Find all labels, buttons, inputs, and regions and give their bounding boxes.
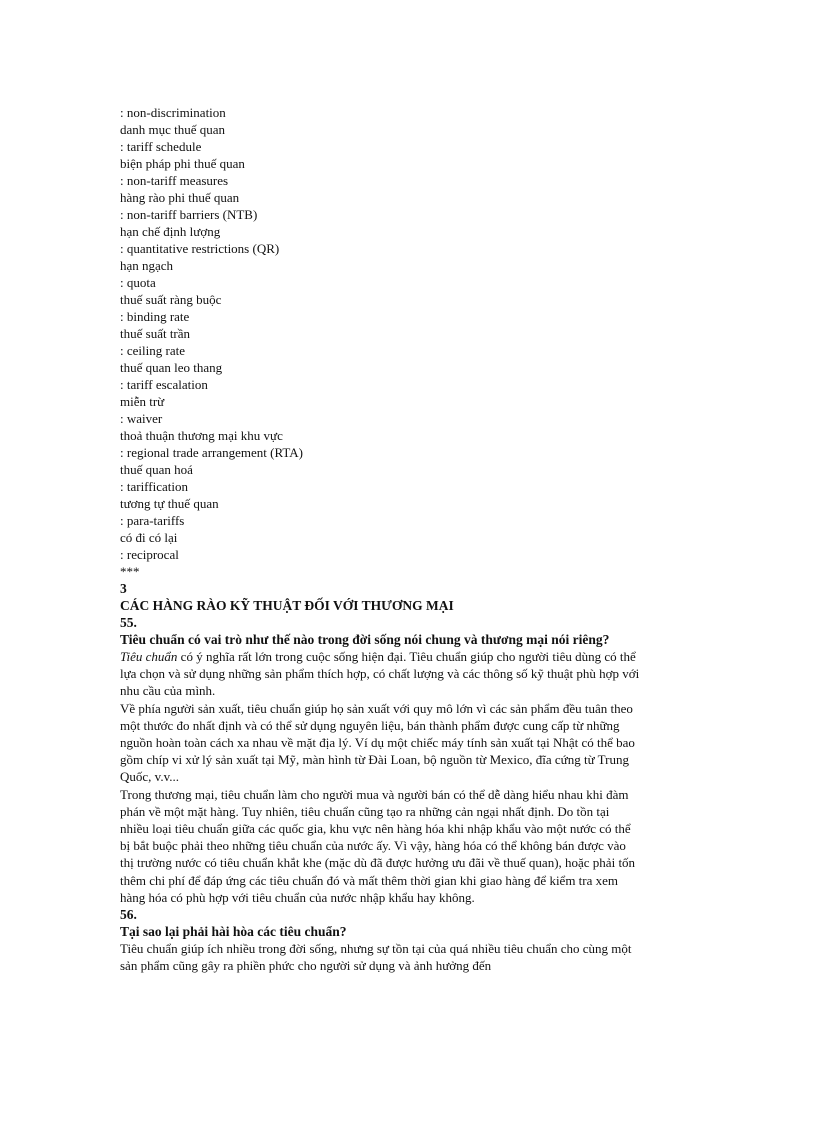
glossary-line: : quota: [120, 275, 156, 290]
glossary-line: thuế quan leo thang: [120, 360, 223, 375]
glossary-line: hạn chế định lượng: [120, 224, 221, 239]
glossary-line: : regional trade arrangement (RTA): [120, 445, 303, 460]
glossary-line: : tariff escalation: [120, 377, 208, 392]
chapter-title: CÁC HÀNG RÀO KỸ THUẬT ĐỐI VỚI THƯƠNG MẠI: [120, 598, 454, 613]
answer-paragraph: Tiêu chuẩn giúp ích nhiều trong đời sống, nhưng sự tồn tại của quá nhiều tiêu chuẩn cho cùng một sản phẩm cũng gây ra phiền phức cho người sử dụng và ảnh hưởng đến: [120, 941, 632, 974]
paragraph-text: có ý nghĩa rất lớn trong cuộc sống hiện đại. Tiêu chuẩn giúp cho người tiêu dùng có thể lựa chọn và sử dụng những sản phẩm thích hợp, có chất lượng và các thông số kỹ thuật phù hợp với nhu cầu của mình.: [120, 649, 640, 699]
glossary-line: : reciprocal: [120, 547, 179, 562]
answer-paragraph: [120, 648, 640, 700]
glossary-line: hàng rào phi thuế quan: [120, 190, 240, 205]
answer-paragraph: Trong thương mại, tiêu chuẩn làm cho người mua và người bán có thể dễ dàng hiểu nhau khi đàm phán về một mặt hàng. Tuy nhiên, tiêu chuẩn cũng tạo ra những cản ngại nhất định. Do tồn tại nhiều loại tiêu chuẩn giữa các quốc gia, khu vực nên hàng hóa khi nhập khẩu vào một nước có thể bị bắt buộc phải theo những tiêu chuẩn của nước ấy. Vì vậy, hàng hóa có thể không bán được vào thị trường nước có tiêu chuẩn khắt khe (mặc dù đã được hưởng ưu đãi về thuế quan), hoặc phải tốn thêm chi phí để đáp ứng các tiêu chuẩn đó và mất thêm thời gian khi giao hàng để kiểm tra xem hàng hóa có phù hợp với tiêu chuẩn của nước nhập khẩu hay không.: [120, 786, 636, 905]
glossary-line: : waiver: [120, 411, 163, 426]
glossary-line: : non-tariff barriers (NTB): [120, 207, 258, 222]
question-number: 55.: [120, 615, 137, 630]
glossary-line: biện pháp phi thuế quan: [120, 156, 245, 171]
glossary-line: : non-tariff measures: [120, 173, 229, 188]
glossary-line: có đi có lại: [120, 530, 178, 545]
question-number: 56.: [120, 907, 137, 923]
section-separator: ***: [120, 564, 140, 579]
glossary-line: : para-tariffs: [120, 513, 185, 528]
glossary-line: danh mục thuế quan: [120, 122, 226, 137]
answer-paragraph: Về phía người sản xuất, tiêu chuẩn giúp họ sản xuất với quy mô lớn vì các sản phẩm đều tuân theo một thước đo nhất định và có thể sử dụng nguyên liệu, bán thành phẩm được cung cấp từ những nguồn hoàn toàn cách xa nhau về mặt địa lý. Ví dụ một chiếc máy tính sản xuất tại Nhật có thể bao gồm chíp vi xử lý sản xuất tại Mỹ, màn hình từ Đài Loan, bộ nguồn từ Mexico, đĩa cứng từ Trung Quốc, v.v...: [120, 700, 635, 785]
question-title: Tiêu chuẩn có vai trò như thế nào trong đời sống nói chung và thương mại nói riêng?: [120, 632, 610, 647]
term-emphasis: Tiêu chuẩn: [120, 649, 178, 664]
glossary-line: thuế suất trần: [120, 326, 191, 341]
glossary-line: : binding rate: [120, 309, 190, 324]
glossary-line: thuế quan hoá: [120, 462, 193, 477]
document-page: [120, 104, 640, 974]
glossary-line: thoả thuận thương mại khu vực: [120, 428, 283, 443]
glossary-line: : quantitative restrictions (QR): [120, 241, 280, 256]
glossary-line: miễn trừ: [120, 394, 165, 409]
glossary-line: : tariffication: [120, 479, 188, 494]
glossary-line: thuế suất ràng buộc: [120, 292, 222, 307]
glossary-list: [120, 104, 640, 580]
glossary-line: : non-discrimination: [120, 105, 226, 120]
chapter-number: 3: [120, 581, 127, 596]
glossary-line: tương tự thuế quan: [120, 496, 219, 511]
glossary-line: hạn ngạch: [120, 258, 174, 273]
glossary-line: : tariff schedule: [120, 139, 202, 154]
question-title: Tại sao lại phải hài hòa các tiêu chuẩn?: [120, 924, 347, 940]
glossary-line: : ceiling rate: [120, 343, 185, 358]
